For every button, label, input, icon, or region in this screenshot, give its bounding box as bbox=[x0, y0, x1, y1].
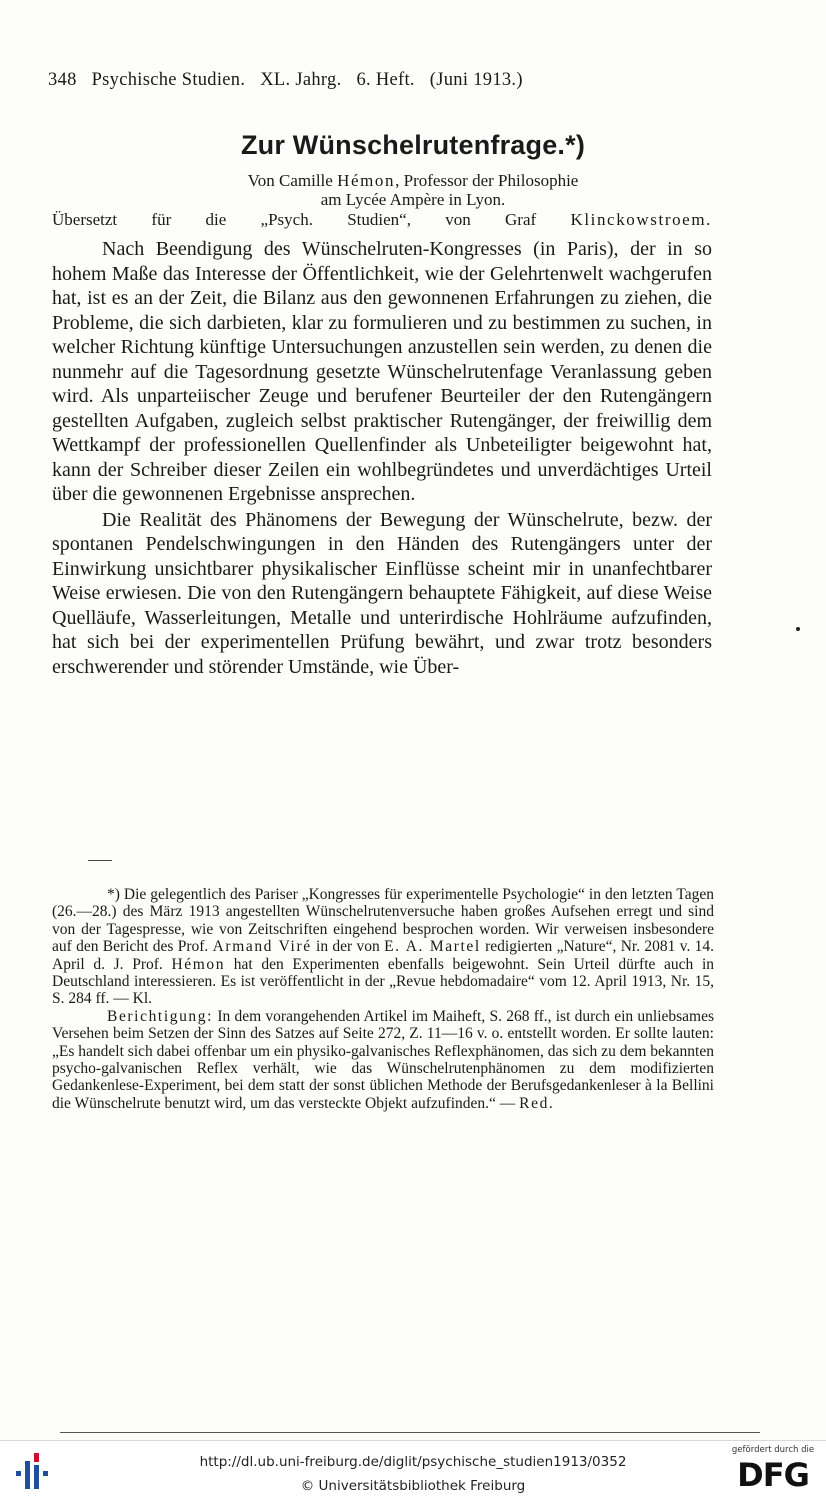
translator-name: Klinckowstroem. bbox=[570, 210, 713, 229]
page-bottom-rule bbox=[60, 1432, 760, 1433]
running-header bbox=[48, 70, 658, 91]
dfg-logo bbox=[728, 1445, 818, 1497]
correction-signature: Red. bbox=[519, 1094, 555, 1112]
correction-text: In dem vorangehenden Artikel im Maiheft, S. 268 ff., ist durch ein unliebsames Versehen beim Setzen der Sinn des Satzes auf Seite 272, Z. 11—16 v. o. entstellt worden. Er sollte lauten: „Es handelt sich dabei offenbar um ein physiko-galvanisches Reflexphänomen, das sich zu dem bekannten psycho-galvanischen Reflex verhält, wie das Wünschelrutenphänomen zu dem modifizierten Gedankenlese-Experiment, bei dem statt der sonst üblichen Methode der Berufsgedankenleser à la Bellini die Wünschelrute benutzt wird, um das versteckte Objekt aufzufinden.“ — bbox=[52, 1007, 715, 1112]
dfg-caption: gefördert durch die bbox=[731, 1445, 815, 1455]
footnote-text: hat den Experimenten ebenfalls beigewohnt. Sein Urteil dürfte auch in Deutschland interessieren. Es ist veröffentlicht in der „Revue hebdomadaire“ vom 12. April 1913, Nr. 15, S. 284 ff. — Kl. bbox=[52, 955, 715, 1008]
footnote-name: E. A. Martel bbox=[384, 938, 481, 956]
margin-mark bbox=[796, 627, 800, 631]
article-title: Zur Wünschelrutenfrage.*) bbox=[240, 130, 586, 160]
footnote bbox=[52, 886, 714, 1008]
affiliation: am Lycée Ampère in Lyon. bbox=[320, 190, 506, 209]
footnote-name: Hémon bbox=[171, 955, 226, 973]
footnote-text: *) Die gelegentlich des Pariser „Kongresses für experimentelle Psychologie“ in den letzten Tagen (26.—28.) des März 1913 angestellten Wünschelrutenversuche haben großes Aufsehen erregt und sind von der Tagespresse, wie von Zeitschriften eingehend besprochen worden. Wir verweisen insbesondere auf den Bericht des Prof. bbox=[52, 886, 714, 956]
footnote-text: in der von bbox=[316, 938, 380, 956]
issue: 6. Heft. bbox=[356, 70, 415, 90]
journal-title: Psychische Studien. bbox=[91, 70, 246, 90]
footnote-text: redigierten „Nature“, Nr. 2081 v. 14. April d. J. Prof. bbox=[52, 938, 715, 973]
paragraph: Nach Beendigung des Wünschelruten-Kongresses (in Paris), der in so hohem Maße das Interesse der Öffentlichkeit, wie der Gelehrtenwelt wachgerufen hat, ist es an der Zeit, die Bilanz aus den gewonnenen Erfahrungen zu ziehen, die Probleme, die sich darbieten, klar zu formulieren und zu bestimmen zu suchen, in welcher Richtung künftige Untersuchungen anzustellen sein werden, zu denen die nunmehr auf die Tagesordnung gesetzte Wünschelrutenfage Veranlassung geben wird. Als unparteiischer Zeuge und berufener Beurteiler der den Rutengängern gestellten Aufgaben, zugleich selbst praktischer Rutengänger, der freiwillig dem Wettkampf der professionellen Quellenfinder als Unbeteiligter beigewohnt hat, kann der Schreiber dieser Zeilen ein wohlbegründetes und unverdächtiges Urteil über die gewonnenen Ergebnisse ansprechen. bbox=[52, 238, 712, 505]
viewer-footer bbox=[0, 1440, 826, 1500]
author-surname: Hémon bbox=[337, 171, 396, 190]
copyright-notice: © Universitätsbibliothek Freiburg bbox=[300, 1478, 526, 1494]
article-body bbox=[52, 237, 712, 679]
page-number: 348 bbox=[48, 70, 77, 90]
issue-date: (Juni 1913.) bbox=[429, 70, 523, 90]
dfg-mark: DFG bbox=[737, 1456, 809, 1494]
author-line bbox=[0, 171, 826, 190]
volume: XL. Jahrg. bbox=[260, 70, 342, 90]
paragraph: Die Realität des Phänomens der Bewegung der Wünschelrute, bezw. der spontanen Pendelschwingungen in den Händen des Rutengängers unter der Einwirkung unsichtbarer physikalischer Einflüsse scheint mir in unanfechtbarer Weise erwiesen. Die von den Rutengängern behauptete Fähigkeit, auf diese Weise Quelläufe, Wasserleitungen, Metalle und unterirdische Hohlräume aufzufinden, hat sich bei der experimentellen Prüfung bewährt, und zwar trotz besonders erschwerender und störender Umstände, wie Über- bbox=[52, 508, 712, 678]
footnote-block bbox=[52, 886, 714, 1112]
byline-suffix: , Professor der Philosophie bbox=[395, 171, 579, 190]
byline-prefix: Von Camille bbox=[247, 171, 333, 190]
correction-note bbox=[52, 1008, 714, 1112]
translator-line bbox=[52, 210, 712, 230]
footnote-name: Armand Viré bbox=[212, 938, 312, 956]
correction-label: Berichtigung: bbox=[107, 1007, 214, 1025]
footnote-divider bbox=[88, 860, 112, 861]
translator-prefix: Übersetzt für die „Psych. Studien“, von Graf bbox=[52, 210, 537, 229]
document-url[interactable]: http://dl.ub.uni-freiburg.de/diglit/psychische_studien1913/0352 bbox=[199, 1454, 627, 1470]
